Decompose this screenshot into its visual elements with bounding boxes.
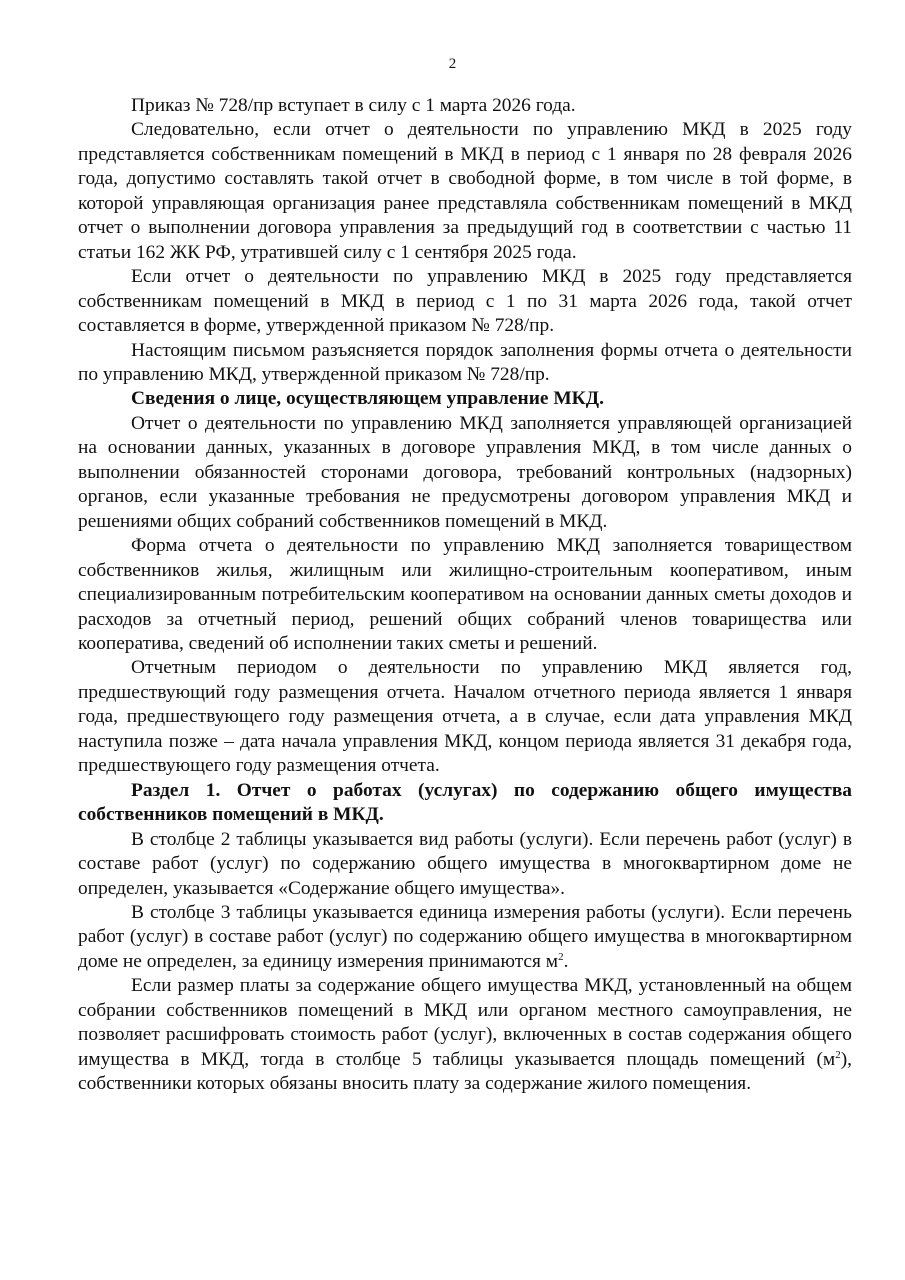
superscript: 2 <box>558 950 564 963</box>
paragraph-column-5-tail: ), собственники которых обязаны вносить плату за содержание жилого помещения. <box>78 1048 852 1095</box>
section-heading-manager-info: Сведения о лице, осуществляющем управление МКД. <box>131 388 604 410</box>
section-heading-section-1: Раздел 1. Отчет о работах (услугах) по содержанию общего имущества собственников помещений в МКД. <box>78 779 852 826</box>
paragraph-managing-organization: Отчет о деятельности по управлению МКД заполняется управляющей организацией на основании данных, указанных в договоре управления МКД, в том числе данных о выполнении обязанностей сторонами договора, требований контрольных (надзорных) органов, если указанные требования не предусмотрены договором управления МКД и решениями общих собраний собственников помещений в МКД. <box>78 412 852 532</box>
paragraph-column-3 <box>78 901 852 974</box>
superscript: 2 <box>835 1048 841 1061</box>
paragraph-column-3-tail: . <box>563 950 569 972</box>
paragraph-column-3-text: В столбце 3 таблицы указывается единица измерения работы (услуги). Если перечень работ (услуг) в составе работ (услуг) по содержанию общего имущества в многоквартирном доме не определен, за единицу измерения принимаются м <box>78 901 852 972</box>
paragraph-march-report: Если отчет о деятельности по управлению МКД в 2025 году представляется собственникам помещений в МКД в период с 1 по 31 марта 2026 года, такой отчет составляется в форме, утвержденной приказом № 728/пр. <box>78 266 852 337</box>
paragraph-column-5-text: Если размер платы за содержание общего имущества МКД, установленный на общем собрании собственников помещений в МКД или органом местного самоуправления, не позволяет расшифровать стоимость работ (услуг), включенных в состав содержания общего имущества в МКД, тогда в столбце 5 таблицы указывается площадь помещений (м <box>78 975 852 1070</box>
document-body <box>78 94 852 1097</box>
paragraph-column-2: В столбце 2 таблицы указывается вид работы (услуги). Если перечень работ (услуг) в составе работ (услуг) по содержанию общего имущества в многоквартирном доме не определен, указывается «Содержание общего имущества». <box>78 828 852 899</box>
paragraph-hoa-cooperative: Форма отчета о деятельности по управлению МКД заполняется товариществом собственников жилья, жилищным или жилищно-строительным кооперативом, иным специализированным потребительским кооперативом на основании данных сметы доходов и расходов за отчетный период, решений общих собраний членов товарищества или кооператива, сведений об исполнении таких сметы и решений. <box>78 535 852 654</box>
paragraph-column-5 <box>78 974 852 1096</box>
paragraph-letter-purpose: Настоящим письмом разъясняется порядок заполнения формы отчета о деятельности по управлению МКД, утвержденной приказом № 728/пр. <box>78 339 852 385</box>
paragraph-reporting-period: Отчетным периодом о деятельности по управлению МКД является год, предшествующий году размещения отчета. Началом отчетного периода является 1 января года, предшествующего году размещения отчета, а в случае, если дата управления МКД наступила позже – дата начала управления МКД, концом периода является 31 декабря года, предшествующего году размещения отчета. <box>78 657 852 777</box>
paragraph-effective-date: Приказ № 728/пр вступает в силу с 1 марта 2026 года. <box>131 95 576 116</box>
page-number: 2 <box>448 56 457 72</box>
paragraph-free-form-report: Следовательно, если отчет о деятельности по управлению МКД в 2025 году представляется собственникам помещений в МКД в период с 1 января по 28 февраля 2026 года, допустимо составлять такой отчет в свободной форме, в том числе в той форме, в которой управляющая организация ранее представляла собственникам помещений в МКД отчет о выполнении договора управления за предыдущий год в соответствии с частью 11 статьи 162 ЖК РФ, утратившей силу с 1 сентября 2025 года. <box>78 119 852 263</box>
